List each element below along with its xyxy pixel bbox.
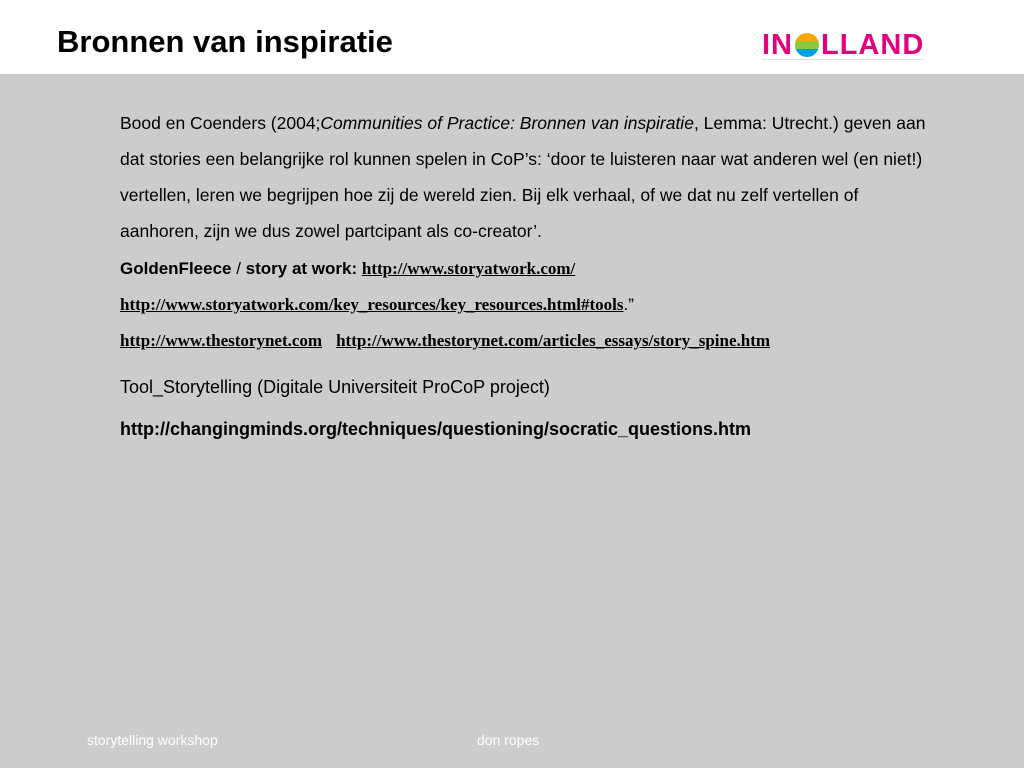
changingminds-url: http://changingminds.org/techniques/questioning/socratic_questions.htm (120, 419, 752, 439)
intro-text-start: Bood en Coenders (2004; (120, 113, 321, 133)
goldenfleece-label: GoldenFleece (120, 259, 232, 278)
thestorynet-line (120, 323, 940, 359)
thestorynet-link[interactable]: http://www.thestorynet.com (120, 331, 323, 350)
story-at-work-label: story at work: (245, 259, 362, 278)
inholland-logo (762, 31, 924, 60)
header-bar (0, 0, 1024, 74)
slide-body (120, 105, 940, 439)
storyatwork-link[interactable]: http://www.storyatwork.com/ (361, 259, 576, 278)
book-title: Communities of Practice: Bronnen van inspiratie (320, 113, 694, 133)
quote-suffix: .” (623, 295, 634, 314)
globe-icon (795, 33, 819, 57)
logo-text-lland: LLAND (821, 29, 925, 61)
page-title: Bronnen van inspiratie (57, 24, 393, 59)
intro-text-end: , Lemma: Utrecht.) geven aan dat stories een belangrijke rol kunnen spelen in CoP’s: ‘door te luisteren naar wat anderen wel (en niet!) vertellen, leren we begrijpen hoe zij de wereld zien. Bij elk verhaal, of we dat nu zelf vertellen of aanhoren, zijn we dus zowel partcipant als co-creator’. (120, 113, 926, 241)
footer-left-text: storytelling workshop (87, 732, 218, 748)
key-resources-link[interactable]: http://www.storyatwork.com/key_resources/key_resources.html#tools (120, 295, 624, 314)
intro-paragraph (120, 105, 940, 249)
link-list (120, 251, 940, 359)
footer-author: don ropes (477, 732, 540, 748)
tool-storytelling-text: Tool_Storytelling (Digitale Universiteit ProCoP project) (120, 377, 550, 397)
story-spine-link[interactable]: http://www.thestorynet.com/articles_essays/story_spine.htm (336, 331, 771, 350)
logo-text-in: IN (762, 29, 793, 61)
key-resources-line (120, 287, 940, 323)
storyatwork-line (120, 251, 940, 287)
slash-separator: / (231, 259, 246, 278)
